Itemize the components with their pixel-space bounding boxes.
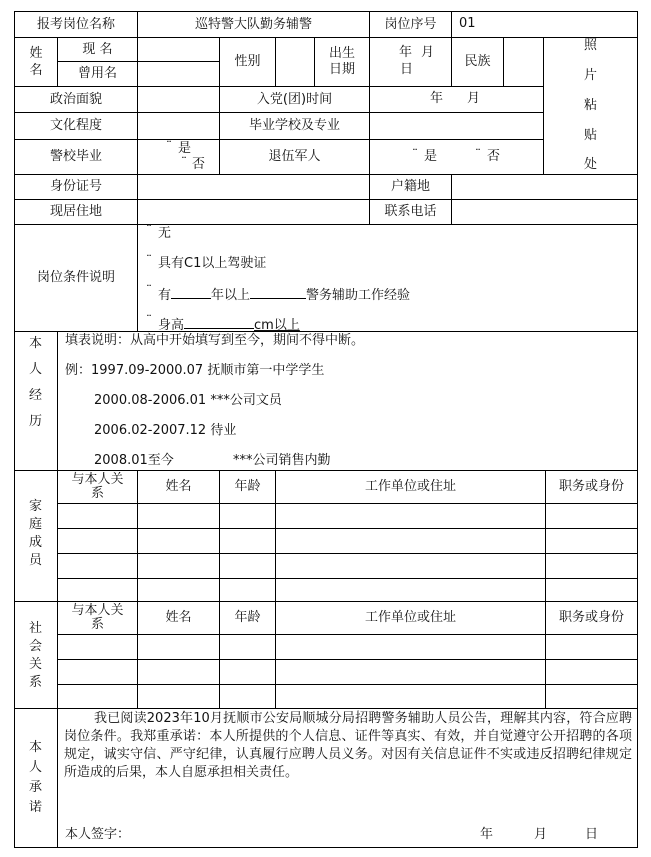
photo-label-char: 照 [584, 38, 598, 53]
hukou-field[interactable] [452, 175, 637, 199]
resume-label-char: 历 [28, 414, 42, 429]
resume-example-line: 例：1997.09-2000.07 抚顺市第一中学学生 [65, 363, 325, 378]
veteran-label: 退伍军人 [268, 149, 321, 164]
condition-height-checkbox[interactable]: ¨ [146, 313, 150, 327]
social-table-row[interactable] [58, 660, 637, 684]
birth-label-line1: 出生 [328, 46, 355, 61]
id-label: 身份证号 [49, 179, 102, 194]
condition-experience-checkbox[interactable]: ¨ [146, 283, 150, 297]
experience-field-blank[interactable] [250, 286, 306, 299]
former-name-label: 曾用名 [77, 66, 117, 81]
photo-area[interactable] [544, 38, 637, 174]
family-label-char: 家 [28, 499, 42, 514]
hukou-label: 户籍地 [390, 179, 430, 194]
education-label: 文化程度 [49, 118, 102, 133]
family-col-name: 姓名 [165, 479, 192, 494]
phone-field[interactable] [452, 200, 637, 224]
experience-suffix: 警务辅助工作经验 [306, 288, 411, 303]
id-field[interactable] [138, 175, 369, 199]
phone-label: 联系电话 [384, 204, 437, 219]
family-label-char: 庭 [28, 517, 42, 532]
family-col-relation-line2: 系 [90, 486, 104, 501]
experience-prefix: 有 [158, 288, 172, 303]
photo-label-char: 处 [584, 157, 598, 172]
politics-field[interactable] [138, 87, 219, 112]
police-school-yes-checkbox[interactable]: ¨ [166, 139, 170, 153]
height-suffix: cm以上 [254, 318, 300, 333]
social-col-age: 年龄 [234, 610, 261, 625]
birth-day-label: 日 [400, 62, 414, 77]
condition-experience-line [158, 286, 410, 304]
family-label-char: 成 [28, 535, 42, 550]
party-month-label: 月 [467, 91, 481, 106]
resume-example-line: 2006.02-2007.12 待业 [94, 423, 237, 438]
signature-label: 本人签字： [65, 827, 131, 842]
condition-license-label: 具有C1以上驾驶证 [158, 256, 267, 271]
police-school-no-label: 否 [192, 157, 206, 172]
school-major-field[interactable] [370, 113, 543, 139]
family-table-row[interactable] [58, 579, 637, 601]
current-name-label: 现 名 [82, 41, 113, 57]
party-time-label: 入党(团)时间 [256, 91, 333, 107]
position-seq-label: 岗位序号 [384, 16, 437, 32]
photo-label-char: 贴 [584, 128, 598, 143]
social-label-char: 关 [28, 657, 42, 672]
party-year-label: 年 [430, 91, 444, 106]
pledge-year-label: 年 [480, 827, 494, 842]
veteran-yes-checkbox[interactable]: ¨ [412, 147, 416, 161]
resume-example-line: 2000.08-2006.01 ***公司文员 [94, 393, 282, 408]
police-school-label: 警校毕业 [49, 149, 102, 164]
family-col-age: 年龄 [234, 479, 261, 494]
resume-example-date: 2008.01至今 [94, 453, 174, 468]
photo-label-char: 片 [584, 68, 598, 83]
photo-label-char: 粘 [584, 98, 598, 113]
family-col-position: 职务或身份 [558, 479, 624, 494]
pledge-label-char: 人 [28, 760, 42, 775]
social-table-row[interactable] [58, 685, 637, 708]
experience-years-blank[interactable] [171, 286, 211, 299]
social-col-name: 姓名 [165, 610, 192, 625]
resume-instruction: 填表说明：从高中开始填写到至今，期间不得中断。 [65, 333, 365, 348]
pledge-day-label: 日 [585, 827, 599, 842]
resume-label-char: 人 [28, 362, 42, 377]
resume-example-text: ***公司销售内勤 [233, 453, 331, 468]
family-table-row[interactable] [58, 554, 637, 578]
ethnicity-label: 民族 [464, 54, 491, 69]
family-label-char: 员 [28, 553, 42, 568]
height-blank[interactable] [184, 316, 254, 329]
position-value[interactable]: 巡特警大队勤务辅警 [194, 16, 312, 32]
social-label-char: 社 [28, 621, 42, 636]
social-col-workplace: 工作单位或住址 [364, 610, 456, 625]
pledge-label-char: 本 [28, 740, 42, 755]
social-label-char: 系 [28, 675, 42, 690]
pledge-label-char: 承 [28, 780, 42, 795]
gender-label: 性别 [234, 54, 261, 69]
former-name-field[interactable] [138, 62, 219, 86]
condition-height-line [158, 316, 300, 334]
family-col-workplace: 工作单位或住址 [364, 479, 456, 494]
height-prefix: 身高 [158, 318, 185, 333]
position-seq-value[interactable]: 01 [459, 16, 476, 31]
pledge-label-char: 诺 [28, 800, 42, 815]
address-label: 现居住地 [49, 204, 102, 219]
pledge-text: 我已阅读2023年10月抚顺市公安局顺城分局招聘警务辅助人员公告，理解其内容，符合应聘岗位条件。我郑重承诺：本人所提供的个人信息、证件等真实、有效，并自觉遵守公开招聘的各项规定，诚实守信、严守纪律，认真履行应聘人员义务。对因有关信息证件不实或违反招聘纪律规定所造成的后果，本人自愿承担相关责任。 [64, 711, 632, 780]
social-table-row[interactable] [58, 635, 637, 659]
gender-field[interactable] [276, 38, 314, 86]
pledge-month-label: 月 [534, 827, 548, 842]
condition-none-checkbox[interactable]: ¨ [146, 223, 150, 237]
social-col-position: 职务或身份 [558, 610, 624, 625]
police-school-yes-label: 是 [178, 141, 192, 156]
signature-field[interactable] [140, 822, 440, 844]
veteran-no-checkbox[interactable]: ¨ [475, 147, 479, 161]
social-col-relation-line2: 系 [90, 617, 104, 632]
resume-label-char: 经 [28, 388, 42, 403]
birth-label-line2: 日期 [328, 62, 355, 77]
experience-mid: 年以上 [211, 288, 251, 303]
social-col-relation-line1: 与本人关 [71, 603, 124, 618]
family-table-row[interactable] [58, 529, 637, 553]
ethnicity-field[interactable] [504, 38, 543, 86]
birth-year-label: 年 [399, 45, 413, 60]
veteran-yes-label: 是 [424, 149, 438, 164]
education-field[interactable] [138, 113, 219, 139]
condition-license-checkbox[interactable]: ¨ [146, 253, 150, 267]
police-school-no-checkbox[interactable]: ¨ [181, 155, 185, 169]
condition-none-label: 无 [158, 226, 172, 241]
position-label: 报考岗位名称 [36, 16, 115, 32]
school-major-label: 毕业学校及专业 [248, 118, 340, 133]
family-col-relation-line1: 与本人关 [71, 472, 124, 487]
resume-label-char: 本 [28, 336, 42, 351]
veteran-no-label: 否 [487, 149, 501, 164]
conditions-label: 岗位条件说明 [36, 270, 115, 285]
address-field[interactable] [138, 200, 369, 224]
family-table-row[interactable] [58, 504, 637, 528]
name-label: 姓名 [29, 46, 43, 78]
current-name-field[interactable] [138, 38, 219, 61]
politics-label: 政治面貌 [49, 91, 102, 107]
social-label-char: 会 [28, 639, 42, 654]
birth-month-label: 月 [421, 45, 435, 60]
